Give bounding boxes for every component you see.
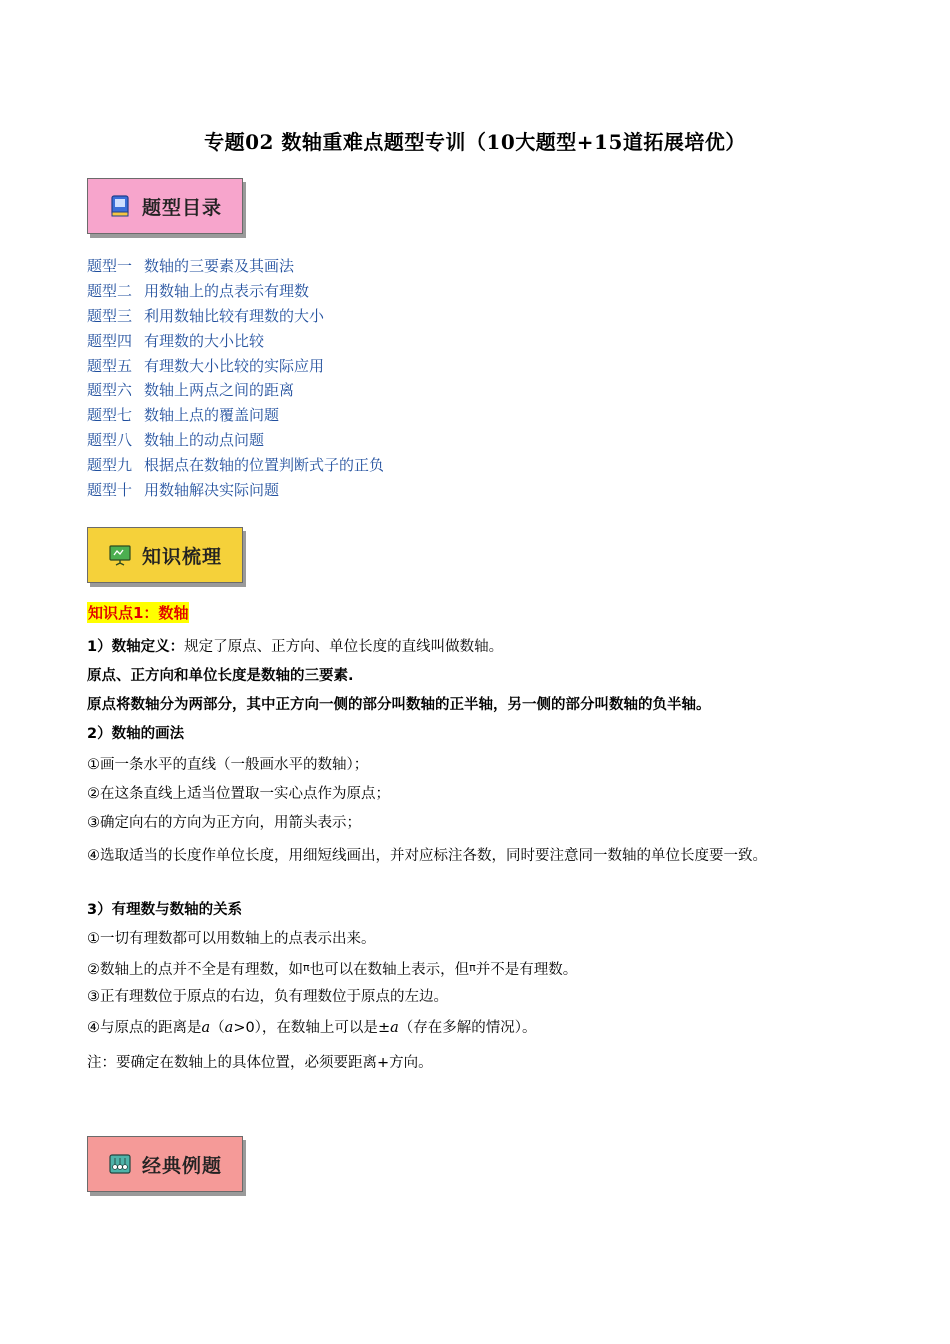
toc-item-text: 数轴上两点之间的距离 <box>144 381 295 400</box>
relation-text: （ <box>210 1020 225 1036</box>
examples-section-badge <box>87 1136 243 1192</box>
relation-text: >0），在数轴上可以是 <box>233 1020 378 1036</box>
toc-item-text: 数轴的三要素及其画法 <box>144 257 295 275</box>
draw-step: ④选取适当的长度作单位长度，用细短线画出，并对应标注各数，同时要注意同一数轴的单位长度要一致。 <box>87 848 767 864</box>
toc-item-number: 题型六 <box>87 381 133 400</box>
examples-section-label: 经典例题 <box>142 1154 223 1177</box>
toc-item[interactable] <box>87 478 384 503</box>
toc-item-text: 根据点在数轴的位置判断式子的正负 <box>144 456 385 475</box>
toc-item-text: 有理数大小比较的实际应用 <box>144 356 325 375</box>
toc-item-number: 题型七 <box>87 406 133 425</box>
toc-item-number: 题型三 <box>87 306 133 325</box>
relation-item: ③正有理数位于原点的右边，负有理数位于原点的左边。 <box>87 989 448 1005</box>
relation-text: （存在多解的情况）。 <box>398 1020 537 1036</box>
draw-step: ②在这条直线上适当位置取一实心点作为原点； <box>87 786 390 802</box>
toc-item[interactable] <box>87 254 384 279</box>
toc-item-text: 有理数的大小比较 <box>144 331 265 350</box>
relation-title: 3）有理数与数轴的关系 <box>87 902 243 918</box>
toc-item-text: 数轴上点的覆盖问题 <box>144 406 280 425</box>
page-title: 专题02 数轴重难点题型专训（10大题型+15道拓展培优） <box>204 130 746 154</box>
relation-item <box>87 958 577 980</box>
book-icon <box>108 194 132 218</box>
variable-a: a <box>390 1020 399 1036</box>
variable-a: a <box>224 1020 234 1036</box>
toc-item[interactable] <box>87 403 384 428</box>
pi-symbol: π <box>469 961 476 974</box>
draw-step: ①画一条水平的直线（一般画水平的数轴）； <box>87 757 369 773</box>
toc-item-number: 题型二 <box>87 281 133 300</box>
relation-item: ①一切有理数都可以用数轴上的点表示出来。 <box>87 931 376 947</box>
knowledge-point-title: 知识点1：数轴 <box>88 604 189 622</box>
draw-method-title: 2）数轴的画法 <box>87 726 185 742</box>
toc-item[interactable] <box>87 304 384 329</box>
toc-item-number: 题型九 <box>87 456 133 475</box>
draw-step: ③确定向右的方向为正方向，用箭头表示； <box>87 815 361 831</box>
definition-text: 规定了原点、正方向、单位长度的直线叫做数轴。 <box>184 639 504 655</box>
relation-text: 并不是有理数。 <box>475 962 578 978</box>
definition-prefix: 1）数轴定义： <box>87 639 185 655</box>
toc-item-text: 利用数轴比较有理数的大小 <box>144 306 325 325</box>
knowledge-section-label: 知识梳理 <box>142 545 223 568</box>
toc-item-text: 用数轴上的点表示有理数 <box>144 281 310 300</box>
toc-list <box>87 254 384 503</box>
halves-line: 原点将数轴分为两部分，其中正方向一侧的部分叫数轴的正半轴，另一侧的部分叫数轴的负半轴。 <box>87 697 711 713</box>
toc-section-badge <box>87 178 243 234</box>
toc-item[interactable] <box>87 428 384 453</box>
toc-item-text: 用数轴解决实际问题 <box>144 481 280 500</box>
plus-minus-symbol: ± <box>377 1020 391 1036</box>
toc-item-text: 数轴上的动点问题 <box>144 431 265 450</box>
newtons-cradle-icon <box>108 1152 132 1176</box>
relation-text: 也可以在数轴上表示，但 <box>309 962 470 978</box>
toc-item-number: 题型八 <box>87 431 133 450</box>
toc-item[interactable] <box>87 453 384 478</box>
toc-item[interactable] <box>87 378 384 403</box>
relation-text: ②数轴上的点并不全是有理数，如 <box>87 962 303 978</box>
toc-item[interactable] <box>87 354 384 379</box>
toc-item-number: 题型五 <box>87 356 133 375</box>
toc-item-number: 题型一 <box>87 257 133 275</box>
pi-symbol: π <box>303 961 310 974</box>
relation-item <box>87 1018 537 1038</box>
toc-section-label: 题型目录 <box>142 196 223 219</box>
relation-text: ④与原点的距离是 <box>87 1020 202 1036</box>
presentation-board-icon <box>108 543 132 567</box>
knowledge-section-badge <box>87 527 243 583</box>
toc-item[interactable] <box>87 279 384 304</box>
three-elements-line: 原点、正方向和单位长度是数轴的三要素. <box>87 668 354 684</box>
definition-line <box>87 637 503 657</box>
note-line: 注：要确定在数轴上的具体位置，必须要距离+方向。 <box>87 1055 433 1071</box>
toc-item-number: 题型四 <box>87 331 133 350</box>
toc-item-number: 题型十 <box>87 481 133 500</box>
variable-a: a <box>201 1020 211 1036</box>
toc-item[interactable] <box>87 329 384 354</box>
